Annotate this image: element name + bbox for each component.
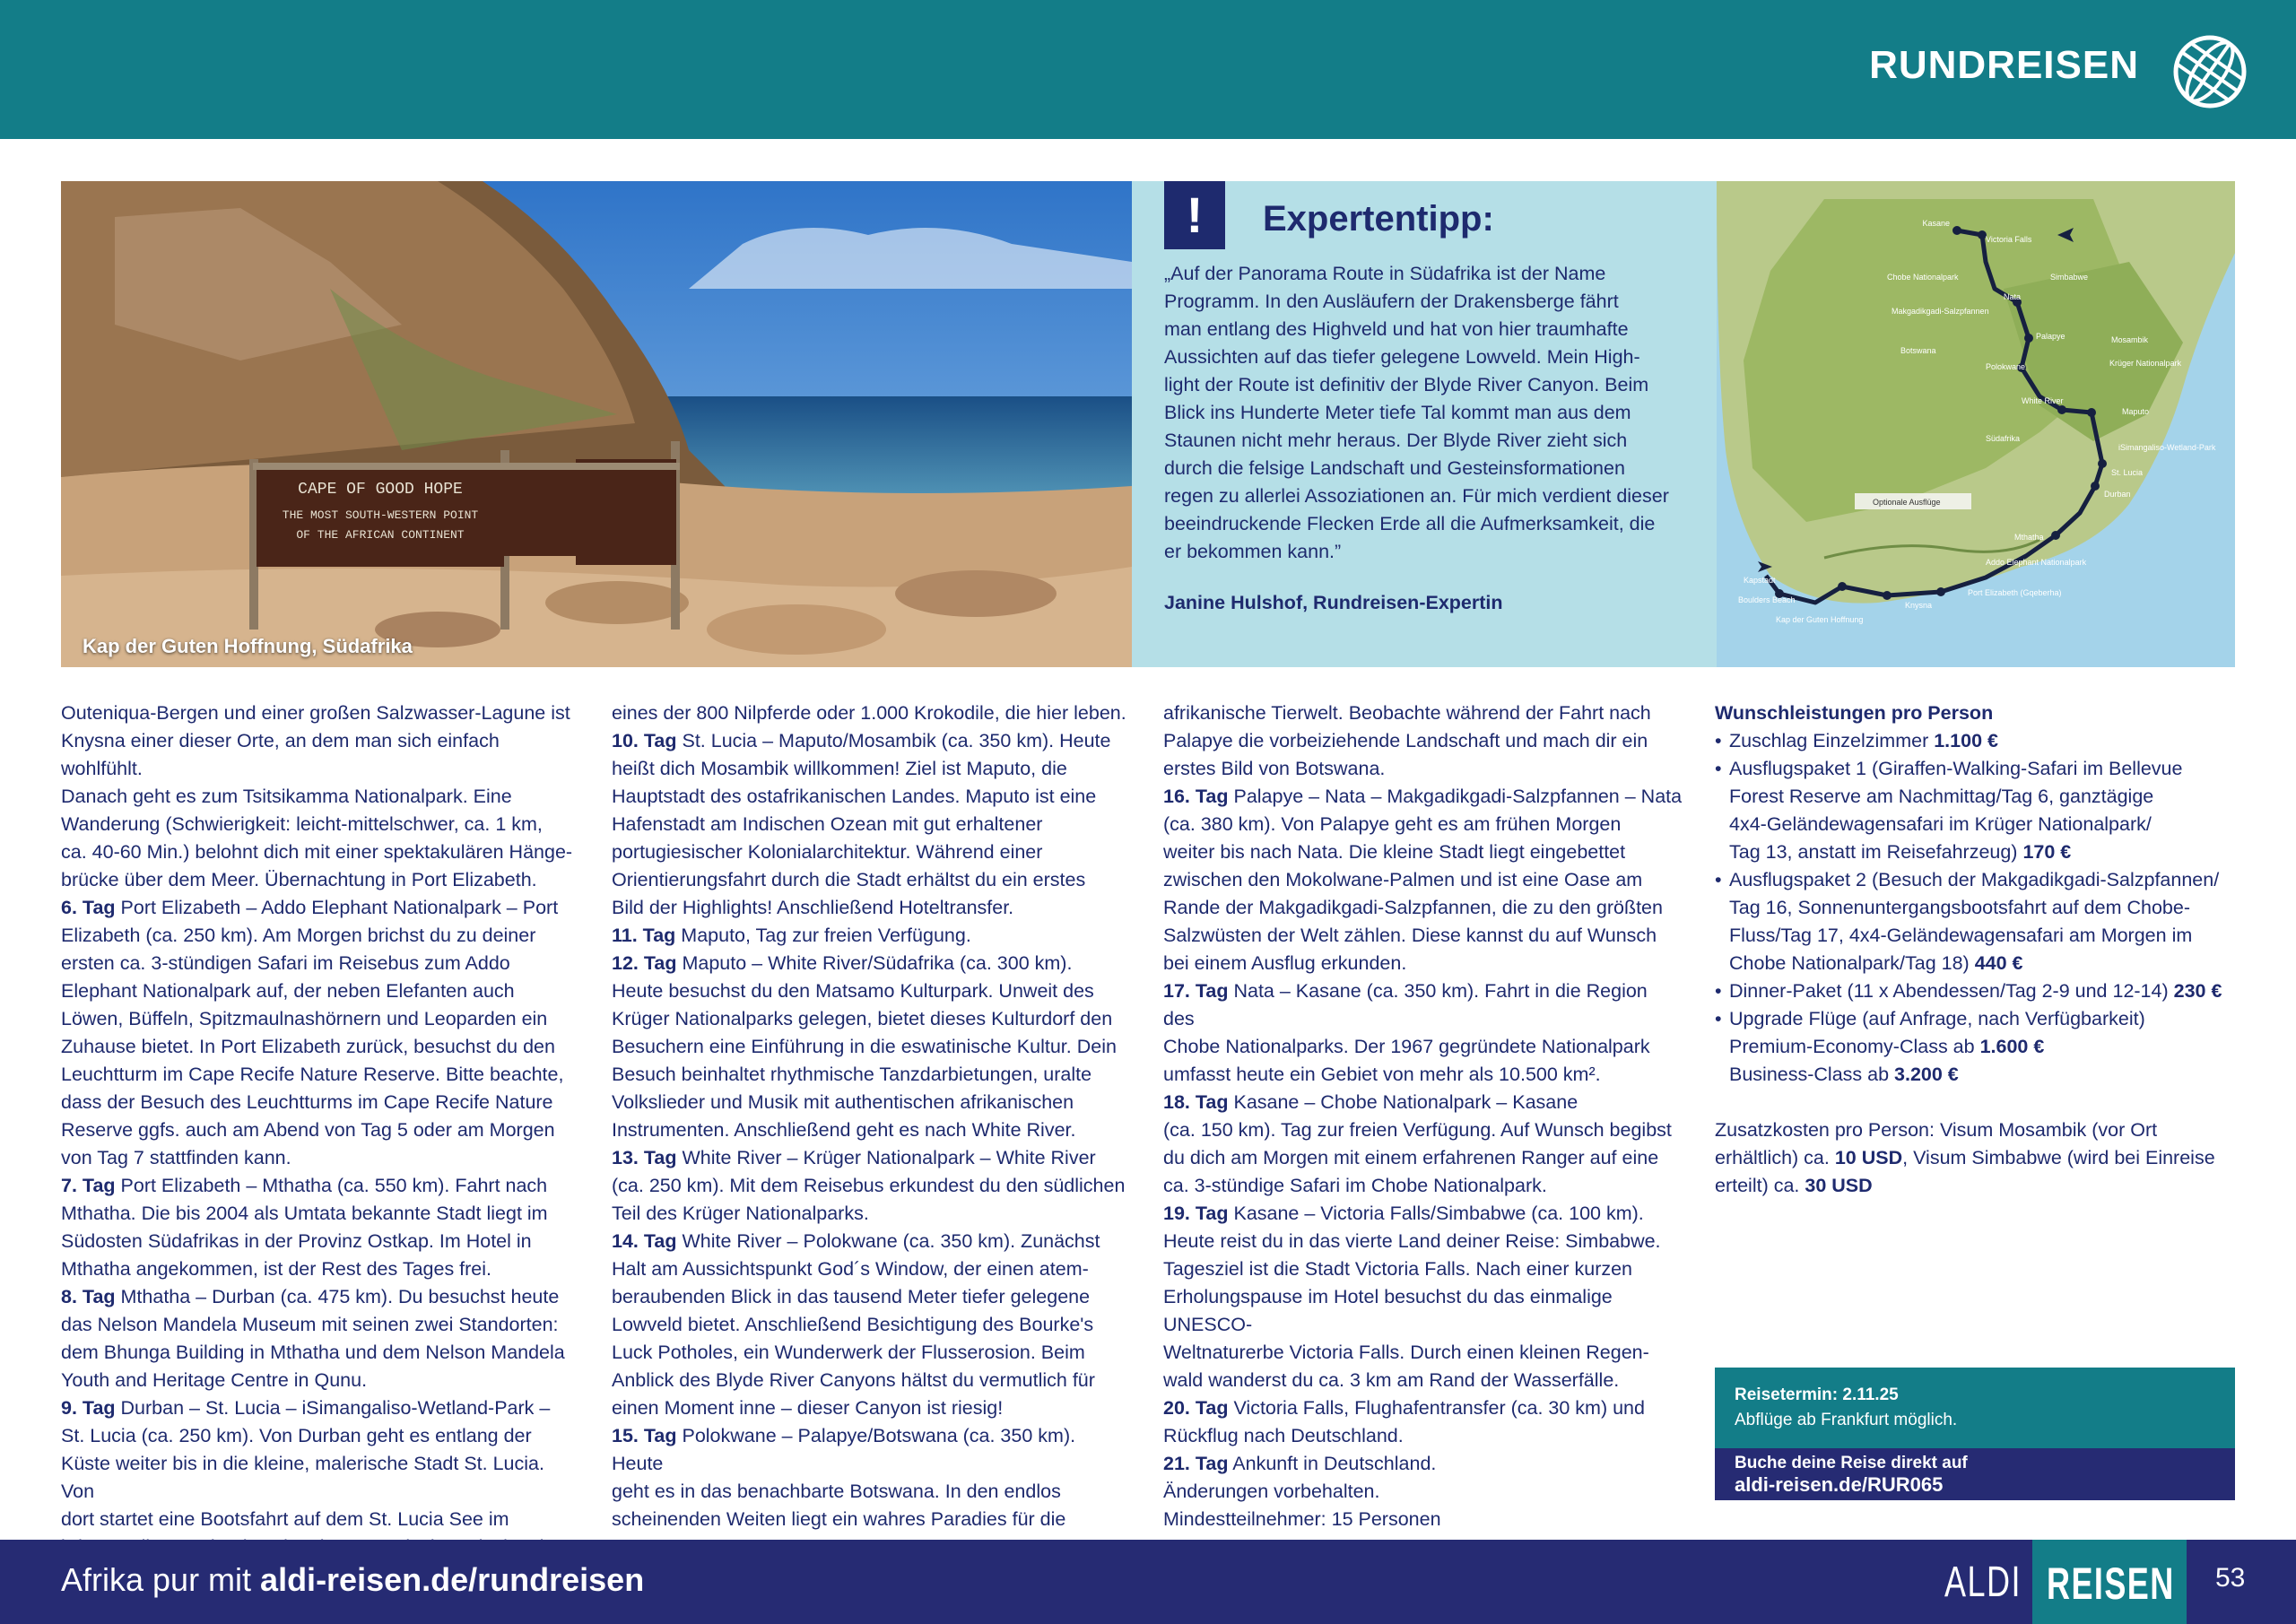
- booking-url[interactable]: aldi-reisen.de/RUR065: [1735, 1473, 1944, 1496]
- itinerary-text-1: Outeniqua-Bergen und einer großen Salzwasser-Lagune ist Knysna einer dieser Orte, an dem man sich einfach wohlfühlt. Danach geht es zum Tsitsikamma Nationalpark. Eine Wanderung (Schwierigkeit: leicht-mittelschwer, ca. 1 km, ca. 40-60 Min.) belohnt dich mit einer spektakulären Hänge- brücke über dem Meer. Übernachtung in Port Elizabeth. 6. Tag Port Elizabeth – Addo Elephant Nationalpark – Port Elizabeth (ca. 250 km). Am Morgen brichst du zu deiner ersten ca. 3-stündigen Safari im Reisebus zum Addo Elephant Nationalpark auf, der neben Elefanten auch Löwen, Büffeln, Spitzmaulnashörnern und Leoparden ein Zuhause bietet. In Port Elizabeth zurück, besuchst du den Leuchtturm im Cape Recife Nature Reserve. Bitte beachte, dass der Besuch des Leuchtturms im Cape Recife Nature Reserve ggfs. auch am Abend von Tag 5 oder am Morgen von Tag 7 stattfinden kann. 7. Tag Port Elizabeth – Mthatha (ca. 550 km). Fahrt nach Mthatha. Die bis 2004 als Umtata bekannte Stadt liegt im Südosten Südafrikas in der Provinz Ostkap. Im Hotel in Mthatha angekommen, ist der Rest des Tages frei. 8. Tag Mthatha – Durban (ca. 475 km). Du besuchst heute das Nelson Mandela Museum mit seinen zwei Standorten: dem Bhunga Building in Mthatha und dem Nelson Mandela Youth and Heritage Centre in Qunu. 9. Tag Durban – St. Lucia – iSimangaliso-Wetland-Park – St. Lucia (ca. 250 km). Von Durban geht es entlang der Küste weiter bis in die kleine, malerische Stadt St. Lucia. Von dort startet eine Bootsfahrt auf dem St. Lucia See im: [61, 702, 573, 1530]
- price: 440 €: [1974, 952, 2023, 974]
- globe-icon: [2170, 32, 2249, 111]
- svg-text:THE MOST SOUTH-WESTERN POINT: THE MOST SOUTH-WESTERN POINT: [282, 508, 479, 522]
- extras-item: • Dinner-Paket (11 x Abendessen/Tag 2-9 und 12-14) 230 €: [1715, 977, 2253, 1005]
- svg-text:Chobe Nationalpark: Chobe Nationalpark: [1887, 273, 1959, 282]
- extras-list: [1715, 727, 2253, 1089]
- svg-text:Botswana: Botswana: [1900, 346, 1936, 355]
- expert-tip-author: Janine Hulshof, Rundreisen-Expertin: [1164, 592, 1503, 613]
- day-label: 12. Tag: [612, 952, 677, 974]
- booking-info: [1715, 1368, 2235, 1448]
- day-label: 21. Tag: [1163, 1453, 1229, 1474]
- expert-tip-title: Expertentipp:: [1263, 199, 1494, 239]
- travel-date: Reisetermin: 2.11.25: [1735, 1385, 1899, 1404]
- aldi-logo: ALDI: [1944, 1559, 2022, 1606]
- svg-text:Mosambik: Mosambik: [2111, 335, 2149, 344]
- itinerary-column-3: [1163, 699, 1683, 1533]
- footer-text: Afrika pur mit aldi-reisen.de/rundreisen: [61, 1561, 645, 1598]
- day-label: 8. Tag: [61, 1286, 116, 1307]
- price: 30 USD: [1805, 1175, 1873, 1196]
- price: 230 €: [2173, 980, 2222, 1002]
- svg-text:Durban: Durban: [2104, 490, 2131, 499]
- svg-text:Palapye: Palapye: [2036, 332, 2066, 341]
- svg-text:OF THE AFRICAN CONTINENT: OF THE AFRICAN CONTINENT: [296, 528, 465, 542]
- svg-text:Nata: Nata: [2004, 292, 2022, 301]
- photo-caption: Kap der Guten Hoffnung, Südafrika: [83, 635, 413, 657]
- svg-text:Maputo: Maputo: [2122, 407, 2150, 416]
- svg-text:CAPE OF GOOD HOPE: CAPE OF GOOD HOPE: [298, 481, 463, 499]
- svg-text:Boulders Beach: Boulders Beach: [1738, 595, 1796, 604]
- svg-text:Krüger Nationalpark: Krüger Nationalpark: [2109, 359, 2182, 368]
- day-label: 15. Tag: [612, 1425, 677, 1446]
- day-label: 19. Tag: [1163, 1203, 1229, 1224]
- price: 3.200 €: [1894, 1064, 1959, 1085]
- expert-tip-box: [1132, 181, 1717, 667]
- footer-link[interactable]: aldi-reisen.de/rundreisen: [260, 1561, 645, 1598]
- svg-text:Mthatha: Mthatha: [2014, 533, 2044, 542]
- svg-text:Polokwane: Polokwane: [1986, 362, 2026, 371]
- day-label: 9. Tag: [61, 1397, 116, 1419]
- svg-text:Port Elizabeth (Gqeberha): Port Elizabeth (Gqeberha): [1968, 588, 2062, 597]
- cape-photo: [61, 181, 1132, 667]
- extras-item: • Zuschlag Einzelzimmer 1.100 €: [1715, 727, 2253, 755]
- itinerary-text-3: afrikanische Tierwelt. Beobachte während der Fahrt nach Palapye die vorbeiziehende Landschaft und mach dir ein erstes Bild von Botswana. 16. Tag Palapye – Nata – Makgadikgadi-Salzpfannen – Nata (ca. 380 km). Von Palapye geht es am frühen Morgen weiter bis nach Nata. Die kleine Stadt liegt eingebettet zwischen den Mokolwane-Palmen und ist eine Oase am Rande der Makgadikgadi-Salzpfannen, die zu den größten Salzwüsten der Welt zählen. Diese kannst du auf Wunsch bei einem Ausflug erkunden. 17. Tag Nata – Kasane (ca. 350 km). Fahrt in die Region des Chobe Nationalparks. Der 1967 gegründete Nationalpark umfasst heute ein Gebiet von mehr als 10.500 km². 18. Tag Kasane – Chobe Nationalpark – Kasane (ca. 150 km). Tag zur freien Verfügung. Auf Wunsch begibst du dich am Morgen mit einem erfahrenen Ranger auf eine ca. 3-stündige Safari im Chobe Nationalpark. 19. Tag Kasane – Victoria Falls/Simbabwe (ca. 100 km). Heute reist du in das vierte Land deiner Reise: Simbabwe. Tagesziel ist die Stadt Victoria Falls. Nach einer kurzen Erholungspause im Hotel besuchst du das einmalige UNESCO- Weltnaturerbe Victoria Falls. Durch einen kleinen Regen- wald wanderst du ca. 3 km am Rand der Wasserfälle. 20. Tag Victoria Falls, Flughafentransfer (ca. 30 km) und Rückflug nach Deutschland. 21. Tag Ankunft in Deutschland. Änderungen vorbehalten. Mindestteilnehmer: 15 Personen: [1163, 702, 1683, 1530]
- svg-text:Kasane: Kasane: [1922, 219, 1950, 228]
- itinerary-text-2: eines der 800 Nilpferde oder 1.000 Krokodile, die hier leben. 10. Tag St. Lucia – Maputo/Mosambik (ca. 350 km). Heute heißt dich Mosambik willkommen! Ziel ist Maputo, die Hauptstadt des ostafrikanischen Landes. Maputo ist eine Hafenstadt am Indischen Ozean mit gut erhaltener portugiesischer Kolonialarchitektur. Während einer Orientierungsfahrt durch die Stadt erhältst du ein erstes Bild der Highlights! Anschließend Hoteltransfer. 11. Tag Maputo, Tag zur freien Verfügung. 12. Tag Maputo – White River/Südafrika (ca. 300 km). Heute besuchst du den Matsamo Kulturpark. Unweit des Krüger Nationalparks gelegen, bietet dieses Kulturdorf den Besuchern eine Einführung in die eswatinische Kultur. Dein Besuch beinhaltet rhythmische Tanzdarbietungen, uralte Volkslieder und Musik mit authentischen afrikanischen Instrumenten. Anschließend geht es nach White River. 13. Tag White River – Krüger Nationalpark – White River (ca. 250 km). Mit dem Reisebus erkundest du den südlichen Teil des Krüger Nationalparks. 14. Tag White River – Polokwane (ca. 350 km). Zunächst Halt am Aussichtspunkt God´s Window, der einen atem- beraubenden Blick in das tausend Meter tiefer gelegene Lowveld bietet. Anschließend Besichtigung des Bourke's Luck Potholes, ein Wunderwerk der Flusserosion. Beim Anblick des Blyde River Canyons hältst du vermutlich für einen Moment inne – dieser Canyon ist riesig! 15. Tag Polokwane – Palapye/Botswana (ca. 350 km). Heute geht es in das benachbarte Botswana. In den endlos scheinenden Weiten liegt ein wahres Paradies für die: [612, 702, 1126, 1530]
- price: 170 €: [2022, 841, 2072, 863]
- booking-cta: Buche deine Reise direkt auf: [1735, 1454, 1968, 1472]
- day-label: 18. Tag: [1163, 1091, 1229, 1113]
- svg-text:Knysna: Knysna: [1905, 601, 1933, 610]
- svg-text:Makgadikgadi-Salzpfannen: Makgadikgadi-Salzpfannen: [1892, 307, 1989, 316]
- day-label: 17. Tag: [1163, 980, 1229, 1002]
- itinerary-column-1: [61, 699, 581, 1561]
- route-map: [1717, 181, 2235, 667]
- svg-text:Kapstadt: Kapstadt: [1744, 576, 1776, 585]
- day-label: 6. Tag: [61, 897, 116, 918]
- price: 1.100 €: [1934, 730, 1998, 751]
- svg-text:Simbabwe: Simbabwe: [2050, 273, 2089, 282]
- extras-item: • Ausflugspaket 2 (Besuch der Makgadikgadi-Salzpfannen/ Tag 16, Sonnenuntergangsbootsfahrt auf dem Chobe- Fluss/Tag 17, 4x4-Geländewagensafari am Morgen im Chobe Nationalpark/Tag 18) 440 €: [1715, 866, 2253, 977]
- extras-item: • Upgrade Flüge (auf Anfrage, nach Verfügbarkeit) Premium-Economy-Class ab 1.600 € Business-Class ab 3.200 €: [1715, 1005, 2253, 1089]
- svg-text:White River: White River: [2022, 396, 2064, 405]
- day-label: 11. Tag: [612, 925, 676, 946]
- extras-item: • Ausflugspaket 1 (Giraffen-Walking-Safari im Bellevue Forest Reserve am Nachmittag/Tag 6, ganztägige 4x4-Geländewagensafari im Krüger Nationalpark/ Tag 13, anstatt im Reisefahrzeug) 170 €: [1715, 755, 2253, 866]
- svg-text:Optionale Ausflüge: Optionale Ausflüge: [1873, 498, 1941, 507]
- day-label: 10. Tag: [612, 730, 677, 751]
- additional-costs: Zusatzkosten pro Person: Visum Mosambik (vor Ort erhältlich) ca. 10 USD, Visum Simbabwe (wird bei Einreise erteilt) ca. 30 USD: [1715, 1119, 2215, 1196]
- booking-box: [1715, 1368, 2235, 1500]
- exclamation-icon: !: [1164, 181, 1225, 249]
- expert-tip-quote: „Auf der Panorama Route in Südafrika ist der Name Programm. In den Ausläufern der Drakensberge fährt man entlang des Highveld und hat von hier traumhafte Aussichten auf das tiefer gelegene Lowveld. Mein High- light der Route ist definitiv der Blyde River Canyon. Beim Blick ins Hunderte Meter tiefe Tal kommt man aus dem Staunen nicht mehr heraus. Der Blyde River zieht sich durch die felsige Landschaft und Gesteinsformationen regen zu allerlei Assoziationen an. Für mich verdient dieser beeindruckende Flecken Erde all die Aufmerksamkeit, die er bekommen kann.”: [1164, 263, 1669, 562]
- extras-heading: Wunschleistungen pro Person: [1715, 702, 1994, 724]
- svg-text:St. Lucia: St. Lucia: [2111, 468, 2144, 477]
- day-label: 20. Tag: [1163, 1397, 1229, 1419]
- page-number: 53: [2215, 1563, 2246, 1593]
- day-label: 7. Tag: [61, 1175, 116, 1196]
- day-label: 16. Tag: [1163, 786, 1229, 807]
- svg-text:iSimangaliso-Wetland-Park: iSimangaliso-Wetland-Park: [2118, 443, 2216, 452]
- section-title: RUNDREISEN: [1869, 43, 2139, 87]
- day-label: 13. Tag: [612, 1147, 677, 1168]
- departure-note: Abflüge ab Frankfurt möglich.: [1735, 1411, 1958, 1429]
- svg-text:Addo Elephant Nationalpark: Addo Elephant Nationalpark: [1986, 558, 2087, 567]
- svg-text:Victoria Falls: Victoria Falls: [1986, 235, 2032, 244]
- extras-column: [1715, 699, 2253, 1200]
- day-label: 14. Tag: [612, 1230, 677, 1252]
- footer-band: [0, 1540, 2296, 1624]
- booking-link-box[interactable]: [1715, 1448, 2235, 1500]
- itinerary-column-2: [612, 699, 1132, 1533]
- svg-text:Kap der Guten Hoffnung: Kap der Guten Hoffnung: [1776, 615, 1864, 624]
- svg-text:Südafrika: Südafrika: [1986, 434, 2021, 443]
- price: 1.600 €: [1979, 1036, 2045, 1057]
- price: 10 USD: [1834, 1147, 1903, 1168]
- reisen-logo: REISEN: [2047, 1559, 2175, 1609]
